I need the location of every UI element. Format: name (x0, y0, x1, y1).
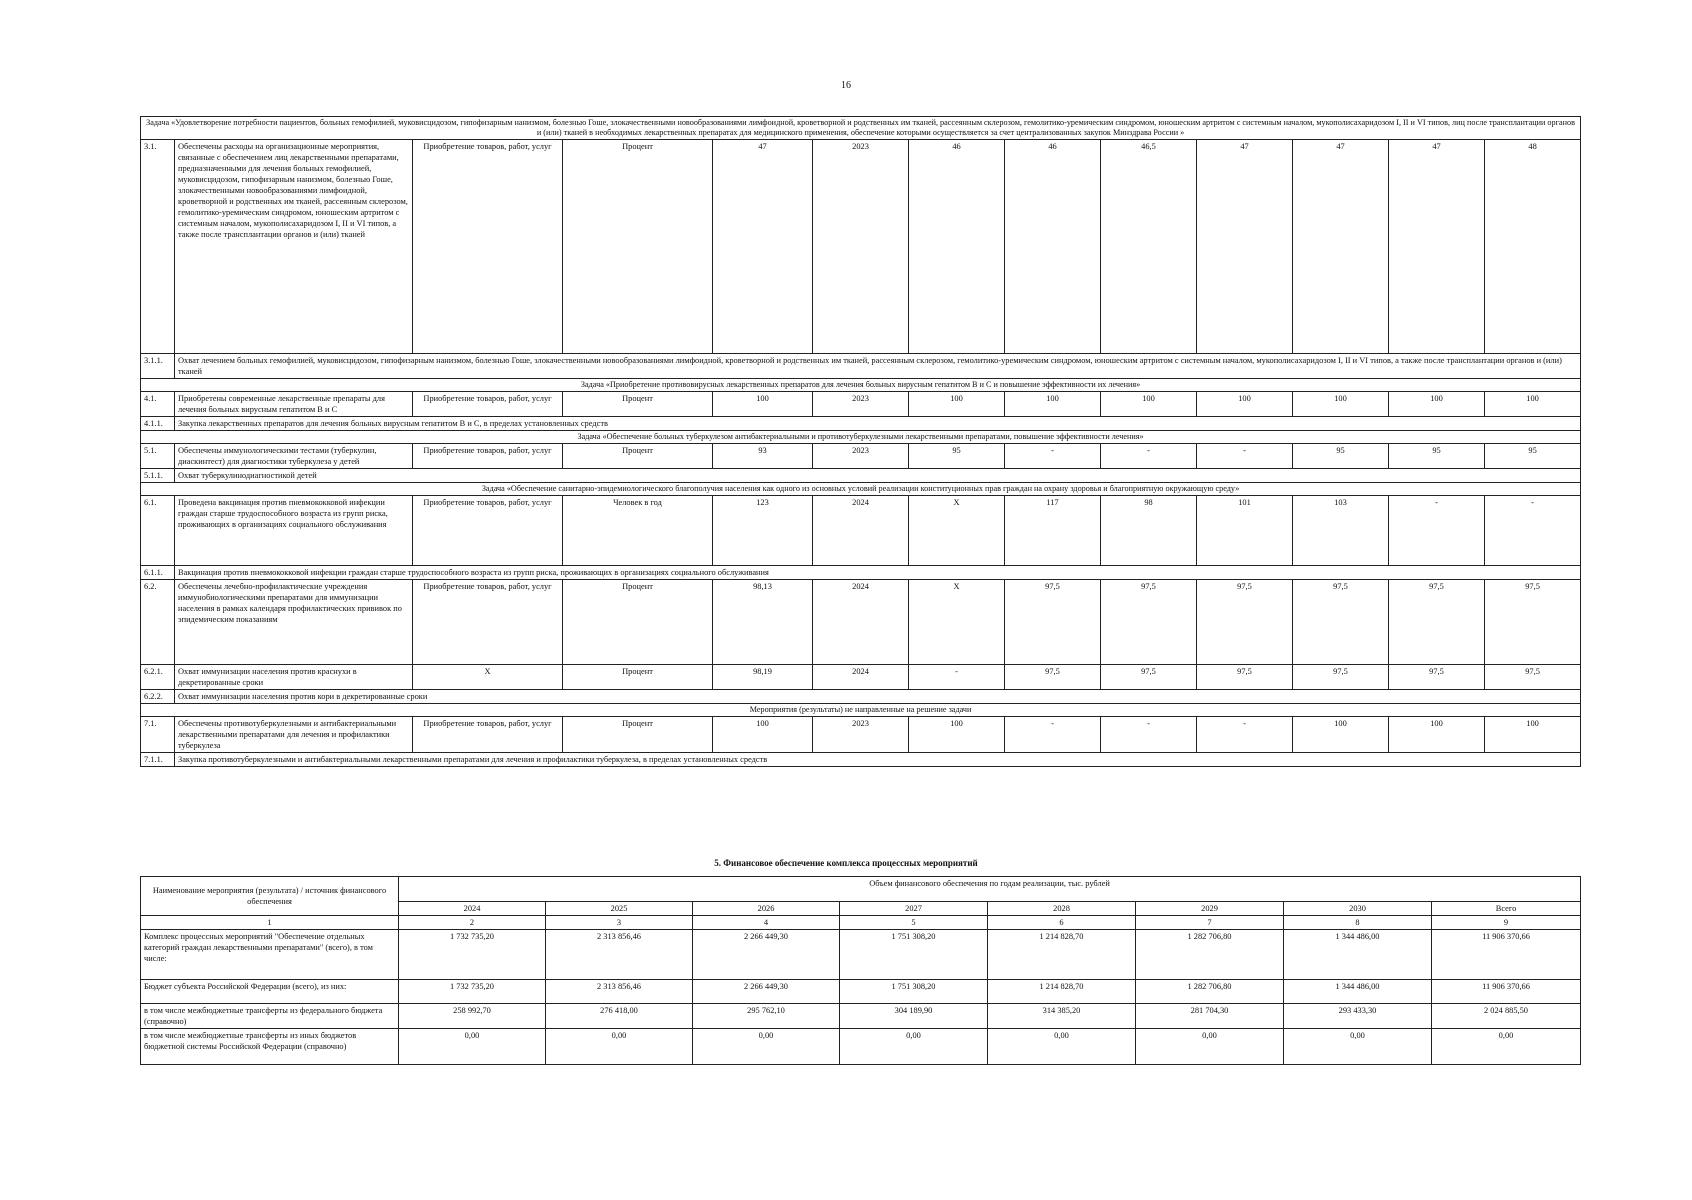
column-number: 3 (546, 916, 693, 930)
row-value: 100 (909, 717, 1005, 753)
row-value: 47 (1293, 140, 1389, 354)
row-unit: Процент (563, 580, 713, 665)
row-value: 1 732 735,20 (399, 930, 546, 980)
row-value: 100 (909, 392, 1005, 417)
task-title: Задача «Обеспечение санитарно-эпидемиологического благополучия населения как одного из основных условий реализации конституционных прав граждан на охрану здоровья и благоприятную окружающую среду» (141, 483, 1581, 496)
row-value: 47 (1197, 140, 1293, 354)
row-type: X (413, 665, 563, 690)
row-number: 4.1.1. (141, 417, 175, 431)
table-row (141, 354, 1581, 379)
year-header: 2030 (1284, 902, 1432, 916)
row-number: 3.1. (141, 140, 175, 354)
row-value: 100 (1197, 392, 1293, 417)
year-header: 2029 (1136, 902, 1284, 916)
row-name: Обеспечены противотуберкулезными и антибактериальными лекарственными препаратами для лечения и профилактики туберкулеза (175, 717, 413, 753)
row-value: 1 214 828,70 (988, 930, 1136, 980)
row-text: Охват туберкулинодиагностикой детей (175, 469, 1581, 483)
row-value: 2 266 449,30 (693, 930, 840, 980)
row-value: - (1101, 717, 1197, 753)
row-value: 2023 (813, 444, 909, 469)
row-value: 0,00 (840, 1029, 988, 1065)
row-value: 293 433,30 (1284, 1004, 1432, 1029)
row-value: 2 313 856,46 (546, 930, 693, 980)
table-row (141, 580, 1581, 665)
row-type: Приобретение товаров, работ, услуг (413, 140, 563, 354)
row-value: 100 (1389, 717, 1485, 753)
row-value: 2023 (813, 140, 909, 354)
task-row (141, 117, 1581, 140)
table-row (141, 753, 1581, 767)
column-number: 9 (1432, 916, 1581, 930)
column-number-row (141, 916, 1581, 930)
year-header: 2024 (399, 902, 546, 916)
row-value: 98 (1101, 496, 1197, 566)
row-unit: Процент (563, 140, 713, 354)
row-value: 0,00 (399, 1029, 546, 1065)
row-number: 6.2.1. (141, 665, 175, 690)
row-number: 3.1.1. (141, 354, 175, 379)
table-row (141, 717, 1581, 753)
row-value: 100 (1005, 392, 1101, 417)
row-value: 97,5 (1005, 665, 1101, 690)
row-value: 11 906 370,66 (1432, 930, 1581, 980)
row-value: 47 (1389, 140, 1485, 354)
page-number: 16 (841, 80, 851, 91)
row-number: 7.1.1. (141, 753, 175, 767)
row-value: 2 024 885,50 (1432, 1004, 1581, 1029)
row-value: 46,5 (1101, 140, 1197, 354)
table-row (141, 690, 1581, 704)
row-value: 95 (1485, 444, 1581, 469)
row-value: 46 (1005, 140, 1101, 354)
row-value: 100 (713, 392, 813, 417)
row-name: Охват иммунизации населения против краснухи в декретированные сроки (175, 665, 413, 690)
row-value: 48 (1485, 140, 1581, 354)
row-number: 6.2. (141, 580, 175, 665)
row-number: 6.1. (141, 496, 175, 566)
row-value: 117 (1005, 496, 1101, 566)
row-value: - (1197, 444, 1293, 469)
section-title: 5. Финансовое обеспечение комплекса процессных мероприятий (714, 858, 978, 868)
row-value: 1 214 828,70 (988, 980, 1136, 1004)
row-value: 1 282 706,80 (1136, 930, 1284, 980)
row-value: 97,5 (1197, 580, 1293, 665)
column-number: 8 (1284, 916, 1432, 930)
indicators-table (140, 116, 1581, 767)
table-row (141, 392, 1581, 417)
row-value: - (909, 665, 1005, 690)
column-number: 4 (693, 916, 840, 930)
year-header: 2027 (840, 902, 988, 916)
task-title: Задача «Приобретение противовирусных лекарственных препаратов для лечения больных вирусным гепатитом В и С и повышение эффективности их лечения» (141, 379, 1581, 392)
row-name: в том числе межбюджетные трансферты из иных бюджетов бюджетной системы Российской Федерации (справочно) (141, 1029, 399, 1065)
row-unit: Процент (563, 392, 713, 417)
row-type: Приобретение товаров, работ, услуг (413, 717, 563, 753)
table-row (141, 444, 1581, 469)
row-value: - (1005, 717, 1101, 753)
row-value: 97,5 (1485, 665, 1581, 690)
year-header: 2026 (693, 902, 840, 916)
task-row (141, 379, 1581, 392)
table-row (141, 980, 1581, 1004)
row-text: Вакцинация против пневмококковой инфекции граждан старше трудоспособного возраста из групп риска, проживающих в организациях социального обслуживания (175, 566, 1581, 580)
row-value: 0,00 (1284, 1029, 1432, 1065)
row-value: 1 282 706,80 (1136, 980, 1284, 1004)
row-unit: Человек в год (563, 496, 713, 566)
row-name: Обеспечены иммунологическими тестами (туберкулин, диаскинтест) для диагностики туберкулеза у детей (175, 444, 413, 469)
row-value: X (909, 580, 1005, 665)
row-name: Обеспечены лечебно-профилактические учреждения иммунобиологическими препаратами для иммунизации населения в рамках календаря профилактических прививок по эпидемическим показаниям (175, 580, 413, 665)
row-value: 101 (1197, 496, 1293, 566)
row-value: 0,00 (546, 1029, 693, 1065)
row-value: 276 418,00 (546, 1004, 693, 1029)
task-title: Задача «Удовлетворение потребности пациентов, больных гемофилией, муковисцидозом, гипофизарным нанизмом, болезнью Гоше, злокачественными новообразованиями лимфоидной, кроветворной и родственных им тканей, рассеянным склерозом, гемолитико-уремическим синдромом, юношеским артритом с системным началом, мукополисахаридозом I, II и VI типов, лиц после трансплантации органов и (или) тканей в необходимых лекарственных препаратах для медицинского применения, обеспечение которыми осуществляется за счет централизованных закупок Минздрава России » (141, 117, 1581, 140)
row-value: 46 (909, 140, 1005, 354)
row-value: 123 (713, 496, 813, 566)
row-value: 2023 (813, 717, 909, 753)
row-value: 93 (713, 444, 813, 469)
row-value: - (1005, 444, 1101, 469)
row-number: 6.2.2. (141, 690, 175, 704)
row-number: 4.1. (141, 392, 175, 417)
row-number: 5.1.1. (141, 469, 175, 483)
header-name: Наименование мероприятия (результата) / источник финансового обеспечения (141, 877, 399, 916)
row-unit: Процент (563, 665, 713, 690)
row-value: 1 751 308,20 (840, 980, 988, 1004)
row-value: 97,5 (1389, 580, 1485, 665)
table-row (141, 566, 1581, 580)
row-value: 295 762,10 (693, 1004, 840, 1029)
row-value: 95 (1389, 444, 1485, 469)
row-value: 97,5 (1197, 665, 1293, 690)
row-value: 100 (1293, 717, 1389, 753)
task-row (141, 431, 1581, 444)
column-number: 7 (1136, 916, 1284, 930)
row-value: 2024 (813, 665, 909, 690)
row-value: 2023 (813, 392, 909, 417)
row-value: - (1389, 496, 1485, 566)
row-type: Приобретение товаров, работ, услуг (413, 392, 563, 417)
row-value: 281 704,30 (1136, 1004, 1284, 1029)
row-value: 95 (1293, 444, 1389, 469)
row-value: 100 (1389, 392, 1485, 417)
task-title: Мероприятия (результаты) не направленные на решение задачи (141, 704, 1581, 717)
row-value: - (1101, 444, 1197, 469)
row-name: Проведена вакцинация против пневмококковой инфекции граждан старше трудоспособного возраста из групп риска, проживающих в организациях социального обслуживания (175, 496, 413, 566)
row-value: 97,5 (1005, 580, 1101, 665)
row-name: Комплекс процессных мероприятий "Обеспечение отдельных категорий граждан лекарственными препаратами" (всего), в том числе: (141, 930, 399, 980)
row-value: 258 992,70 (399, 1004, 546, 1029)
row-name: в том числе межбюджетные трансферты из федерального бюджета (справочно) (141, 1004, 399, 1029)
row-value: 304 189,90 (840, 1004, 988, 1029)
row-value: 97,5 (1293, 580, 1389, 665)
row-value: 103 (1293, 496, 1389, 566)
table-row (141, 1029, 1581, 1065)
row-value: 100 (1293, 392, 1389, 417)
row-value: - (1485, 496, 1581, 566)
row-unit: Процент (563, 444, 713, 469)
row-type: Приобретение товаров, работ, услуг (413, 580, 563, 665)
column-number: 6 (988, 916, 1136, 930)
row-text: Закупка противотуберкулезными и антибактериальными лекарственными препаратами для лечения и профилактики туберкулеза, в пределах установленных средств (175, 753, 1581, 767)
row-value: 100 (1485, 717, 1581, 753)
row-value: 98,13 (713, 580, 813, 665)
row-number: 7.1. (141, 717, 175, 753)
row-value: 0,00 (1136, 1029, 1284, 1065)
row-value: 1 344 486,00 (1284, 980, 1432, 1004)
row-name: Бюджет субъекта Российской Федерации (всего), из них: (141, 980, 399, 1004)
finance-table (140, 876, 1581, 1065)
row-text: Охват иммунизации населения против кори в декретированные сроки (175, 690, 1581, 704)
row-value: 11 906 370,66 (1432, 980, 1581, 1004)
row-text: Охват лечением больных гемофилией, муковисцидозом, гипофизарным нанизмом, болезнью Гоше, злокачественными новообразованиями лимфоидной, кроветворной и родственных им тканей, рассеянным склерозом, гемолитико-уремическим синдромом, юношеским артритом с системным началом, мукополисахаридозом I, II и VI типов, а также после трансплантации органов и (или) тканей (175, 354, 1581, 379)
row-type: Приобретение товаров, работ, услуг (413, 444, 563, 469)
row-value: 100 (1101, 392, 1197, 417)
year-header: 2028 (988, 902, 1136, 916)
table-row (141, 930, 1581, 980)
row-name: Обеспечены расходы на организационные мероприятия, связанные с обеспечением лиц лекарственными препаратами, предназначенными для лечения больных гемофилией, муковисцидозом, гипофизарным нанизмом, болезнью Гоше, злокачественными новообразованиями лимфоидной, кроветворной и родственных им тканей, рассеянным склерозом, гемолитико-уремическим синдромом, юношеским артритом с системным началом, мукополисахаридозом I, II и VI типов, а также после трансплантации органов и (или) тканей (175, 140, 413, 354)
task-row (141, 483, 1581, 496)
column-number: 5 (840, 916, 988, 930)
year-header: Всего (1432, 902, 1581, 916)
row-value: 0,00 (988, 1029, 1136, 1065)
row-unit: Процент (563, 717, 713, 753)
row-number: 6.1.1. (141, 566, 175, 580)
row-value: X (909, 496, 1005, 566)
row-text: Закупка лекарственных препаратов для лечения больных вирусным гепатитом В и С, в пределах установленных средств (175, 417, 1581, 431)
task-title: Задача «Обеспечение больных туберкулезом антибактериальными и противотуберкулезными лекарственными препаратами, повышение эффективности лечения» (141, 431, 1581, 444)
row-value: 2024 (813, 496, 909, 566)
task-row (141, 704, 1581, 717)
column-number: 2 (399, 916, 546, 930)
row-value: 1 732 735,20 (399, 980, 546, 1004)
table-row (141, 496, 1581, 566)
row-value: - (1197, 717, 1293, 753)
row-value: 97,5 (1293, 665, 1389, 690)
row-value: 98,19 (713, 665, 813, 690)
row-value: 1 344 486,00 (1284, 930, 1432, 980)
table-row (141, 140, 1581, 354)
row-value: 97,5 (1485, 580, 1581, 665)
table-header-row (141, 877, 1581, 902)
year-header: 2025 (546, 902, 693, 916)
column-number: 1 (141, 916, 399, 930)
row-value: 97,5 (1389, 665, 1485, 690)
row-value: 2024 (813, 580, 909, 665)
row-value: 314 385,20 (988, 1004, 1136, 1029)
row-number: 5.1. (141, 444, 175, 469)
row-value: 0,00 (693, 1029, 840, 1065)
row-value: 1 751 308,20 (840, 930, 988, 980)
row-value: 97,5 (1101, 580, 1197, 665)
row-value: 2 313 856,46 (546, 980, 693, 1004)
table-row (141, 1004, 1581, 1029)
row-name: Приобретены современные лекарственные препараты для лечения больных вирусным гепатитом В и С (175, 392, 413, 417)
row-value: 100 (1485, 392, 1581, 417)
table-row (141, 417, 1581, 431)
row-value: 0,00 (1432, 1029, 1581, 1065)
row-value: 100 (713, 717, 813, 753)
table-row (141, 469, 1581, 483)
row-type: Приобретение товаров, работ, услуг (413, 496, 563, 566)
table-row (141, 665, 1581, 690)
row-value: 2 266 449,30 (693, 980, 840, 1004)
header-volume: Объем финансового обеспечения по годам реализации, тыс. рублей (399, 877, 1581, 902)
row-value: 95 (909, 444, 1005, 469)
row-value: 97,5 (1101, 665, 1197, 690)
row-value: 47 (713, 140, 813, 354)
